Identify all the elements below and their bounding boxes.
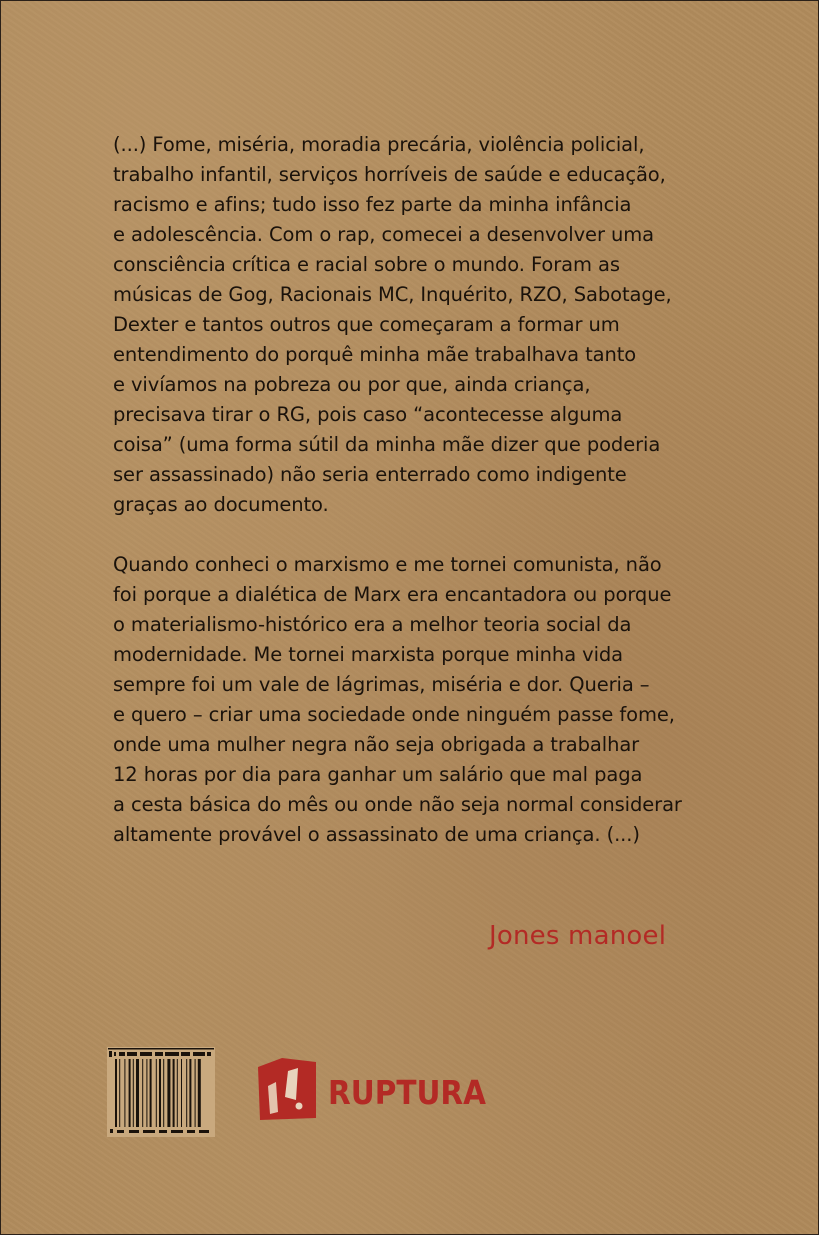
text-line: sempre foi um vale de lágrimas, miséria e dor. Queria – xyxy=(113,673,650,696)
text-line: Dexter e tantos outros que começaram a formar um xyxy=(113,313,620,336)
barcode-bar xyxy=(124,1059,125,1127)
barcode-bar xyxy=(198,1059,201,1127)
text-line: a cesta básica do mês ou onde não seja normal considerar xyxy=(113,793,682,816)
barcode-bar xyxy=(133,1059,134,1127)
barcode xyxy=(107,1047,215,1137)
text-line: graças ao documento. xyxy=(113,493,329,516)
barcode-bar xyxy=(181,1059,182,1127)
flag-icon xyxy=(258,1058,316,1120)
barcode-bar xyxy=(173,1059,175,1127)
text-line: o materialismo-histórico era a melhor teoria social da xyxy=(113,613,632,636)
text-line: e quero – criar uma sociedade onde ninguém passe fome, xyxy=(113,703,675,726)
back-cover-quote xyxy=(113,130,733,850)
barcode-bar xyxy=(163,1059,164,1127)
barcode-bar xyxy=(115,1059,117,1127)
quote-paragraph-2 xyxy=(113,550,733,850)
publisher-wordmark: RUPTURA xyxy=(328,1073,487,1112)
barcode-bar xyxy=(186,1059,187,1127)
barcode-bar xyxy=(195,1059,196,1127)
text-line: ser assassinado) não seria enterrado como indigente xyxy=(113,463,627,486)
author-name: Jones manoel xyxy=(489,921,667,951)
text-line: e adolescência. Com o rap, comecei a desenvolver uma xyxy=(113,223,654,246)
text-line: e vivíamos na pobreza ou por que, ainda criança, xyxy=(113,373,591,396)
barcode-bar xyxy=(167,1059,170,1127)
text-line: precisava tirar o RG, pois caso “acontecesse alguma xyxy=(113,403,623,426)
text-line: onde uma mulher negra não seja obrigada a trabalhar xyxy=(113,733,640,756)
text-line: coisa” (uma forma sútil da minha mãe dizer que poderia xyxy=(113,433,661,456)
text-line: Quando conheci o marxismo e me tornei comunista, não xyxy=(113,553,662,576)
barcode-bar xyxy=(142,1059,143,1127)
barcode-bar xyxy=(150,1059,152,1127)
text-line: músicas de Gog, Racionais MC, Inquérito, RZO, Sabotage, xyxy=(113,283,672,306)
text-line: racismo e afins; tudo isso fez parte da minha infância xyxy=(113,193,632,216)
barcode-bar xyxy=(177,1059,178,1127)
text-line: trabalho infantil, serviços horríveis de saúde e educação, xyxy=(113,163,666,186)
text-line: consciência crítica e racial sobre o mundo. Foram as xyxy=(113,253,620,276)
quote-paragraph-1 xyxy=(113,130,733,520)
barcode-bar xyxy=(156,1059,157,1127)
text-line: modernidade. Me tornei marxista porque minha vida xyxy=(113,643,624,666)
text-line: (...) Fome, miséria, moradia precária, violência policial, xyxy=(113,133,645,156)
text-line: entendimento do porquê minha mãe trabalhava tanto xyxy=(113,343,637,366)
barcode-bar xyxy=(136,1059,139,1127)
barcode-bar xyxy=(119,1059,120,1127)
text-line: foi porque a dialética de Marx era encantadora ou porque xyxy=(113,583,672,606)
text-line: 12 horas por dia para ganhar um salário que mal paga xyxy=(113,763,643,786)
barcode-bar xyxy=(146,1059,147,1127)
barcode-bar xyxy=(129,1059,131,1127)
ruptura-logo xyxy=(258,1056,490,1122)
barcode-bar xyxy=(159,1059,161,1127)
text-line: altamente provável o assassinato de uma criança. (...) xyxy=(113,823,640,846)
barcode-bar xyxy=(189,1059,191,1127)
